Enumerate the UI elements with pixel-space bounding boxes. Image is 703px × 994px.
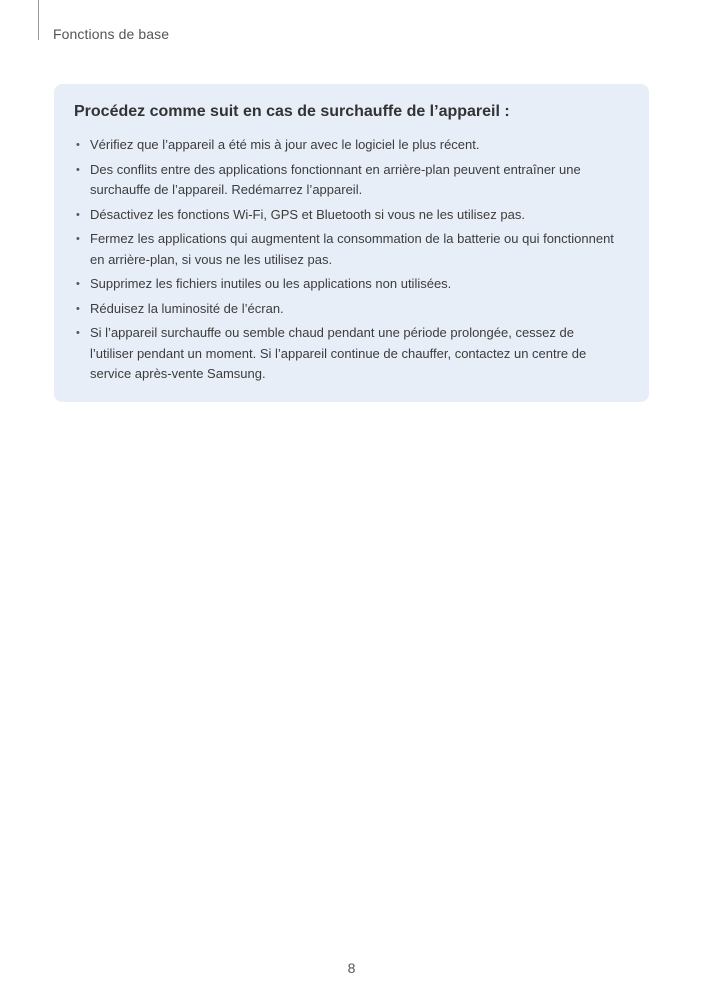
note-title: Procédez comme suit en cas de surchauffe de l’appareil : xyxy=(74,103,510,120)
list-item xyxy=(74,205,619,226)
header-divider xyxy=(38,0,39,40)
bullet-icon: • xyxy=(76,163,80,176)
list-item xyxy=(74,323,619,385)
list-item-text: Fermez les applications qui augmentent la consommation de la batterie ou qui fonctionnent en arrière-plan, si vous ne les utilisez pas. xyxy=(90,231,614,267)
list-item-text: Désactivez les fonctions Wi-Fi, GPS et Bluetooth si vous ne les utilisez pas. xyxy=(90,206,525,222)
bullet-icon: • xyxy=(76,139,80,151)
list-item xyxy=(74,274,619,295)
list-item-text: Des conflits entre des applications fonctionnant en arrière-plan peuvent entraîner une surchauffe de l’appareil. Redémarrez l’appareil. xyxy=(90,161,581,197)
list-item-text: Si l’appareil surchauffe ou semble chaud pendant une période prolongée, cessez de l’utiliser pendant un moment. Si l’appareil continue de chauffer, contactez un centre de service après-vente Samsung. xyxy=(90,325,587,381)
list-item xyxy=(74,160,619,201)
bullet-icon: • xyxy=(76,302,80,315)
list-item xyxy=(74,229,619,270)
bullet-icon: • xyxy=(76,327,80,339)
bullet-icon: • xyxy=(76,278,80,290)
bullet-list xyxy=(74,135,619,385)
list-item xyxy=(74,135,619,156)
page-number: 8 xyxy=(347,960,356,976)
list-item-text: Réduisez la luminosité de l’écran. xyxy=(90,300,284,316)
bullet-icon: • xyxy=(76,233,80,245)
note-box xyxy=(54,84,649,402)
section-title: Fonctions de base xyxy=(53,26,170,42)
list-item-text: Supprimez les fichiers inutiles ou les applications non utilisées. xyxy=(90,276,452,291)
list-item-text: Vérifiez que l’appareil a été mis à jour avec le logiciel le plus récent. xyxy=(90,137,480,152)
list-item xyxy=(74,299,619,320)
bullet-icon: • xyxy=(76,208,80,221)
